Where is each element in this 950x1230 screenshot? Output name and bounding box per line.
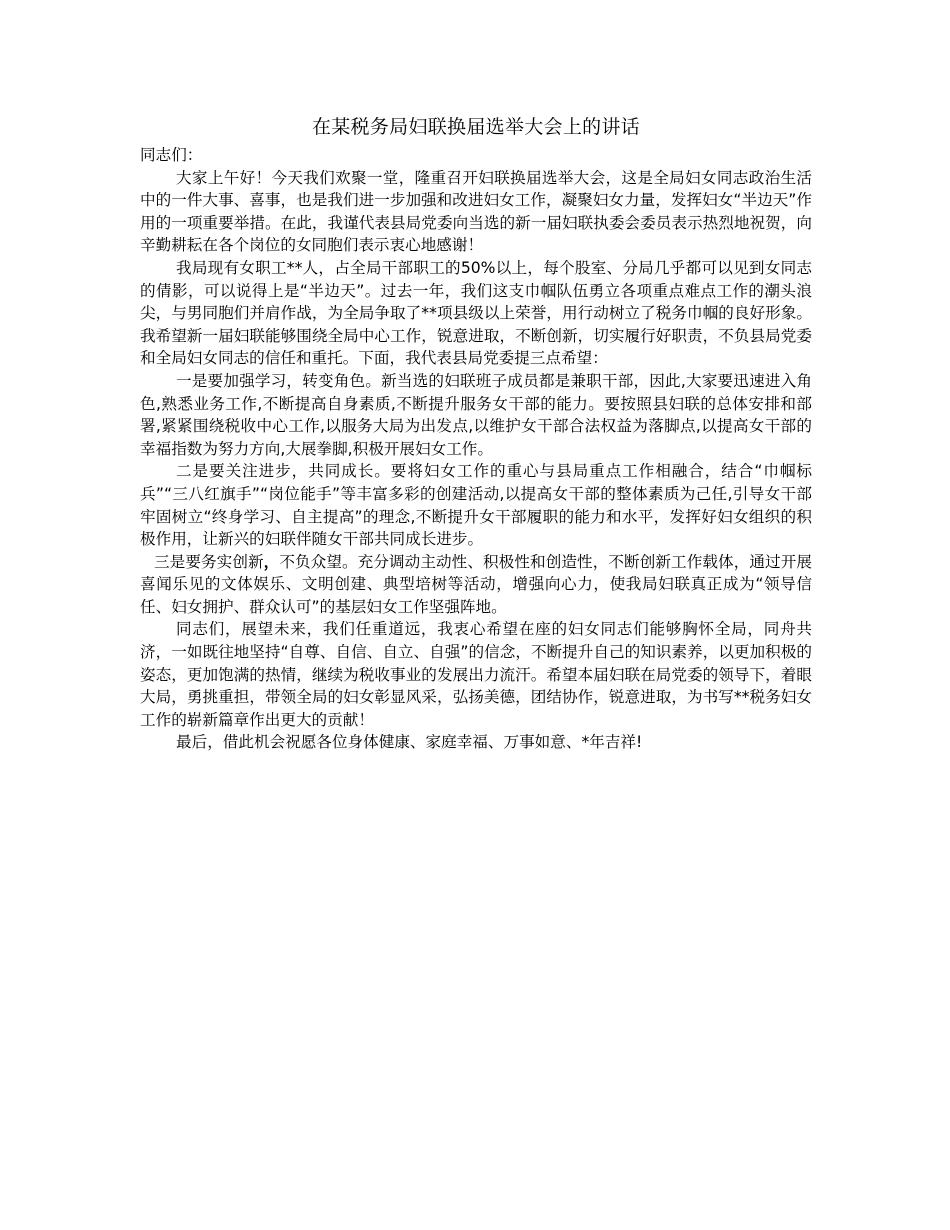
hope-three-rest: 不负众望。充分调动主动性、积极性和创造性，不断创新工作载体，通过开展喜闻乐见的文体娱乐、文明创建、典型培树等活动，增强向心力，使我局妇联真正成为“领导信任、妇女拥护、群众认可”的基层妇女工作坚强阵地。 xyxy=(140,552,812,616)
document-title: 在某税务局妇联换届选举大会上的讲话 xyxy=(311,116,641,138)
paragraph-hope-two: 二是要关注进步，共同成长。要将妇女工作的重心与县局重点工作相融合，结合“巾帼标兵”“三八红旗手”“岗位能手”等丰富多彩的创建活动,以提高女干部的整体素质为己任,引导女干部牢固树立“终身学习、自主提高”的理念,不断提升女干部履职的能力和水平，发挥好妇女组织的积极作用，让新兴的妇联伴随女干部共同成长进步。 xyxy=(140,462,812,549)
salutation: 同志们： xyxy=(140,146,203,164)
paragraph-outlook: 同志们，展望未来，我们任重道远，我衷心希望在座的妇女同志们能够胸怀全局，同舟共济，一如既往地坚持“自尊、自信、自立、自强”的信念，不断提升自己的知识素养，以更加积极的姿态，更加饱满的热情，继续为税收事业的发展出力流汗。希望本届妇联在局党委的领导下，着眼大局，勇挑重担，带领全局的妇女彰显风采，弘扬美德，团结协作，锐意进取，为书写**税务妇女工作的崭新篇章作出更大的贡献！ xyxy=(140,620,812,729)
paragraph-overview: 我局现有女职工**人，占全局干部职工的50%以上，每个股室、分局几乎都可以见到女同志的倩影，可以说得上是“半边天”。过去一年，我们这支巾帼队伍勇立各项重点难点工作的潮头浪尖，与男同胞们并肩作战，为全局争取了**项县级以上荣誉，用行动树立了税务巾帼的良好形象。我希望新一届妇联能够围绕全局中心工作，锐意进取，不断创新，切实履行好职责，不负县局党委和全局妇女同志的信任和重托。下面，我代表县局党委提三点希望： xyxy=(140,258,812,368)
document-page xyxy=(140,114,812,754)
hope-three-comma: ， xyxy=(263,552,280,571)
paragraph-wishes: 最后，借此机会祝愿各位身体健康、家庭幸福、万事如意、*年吉祥! xyxy=(176,733,643,752)
paragraph-hope-three xyxy=(140,551,812,619)
paragraph-hope-one: 一是要加强学习，转变角色。新当选的妇联班子成员都是兼职干部，因此,大家要迅速进入角色,熟悉业务工作,不断提高自身素质,不断提升服务女干部的能力。要按照县妇联的总体安排和部署,紧紧围绕税收中心工作,以服务大局为出发点,以维护女干部合法权益为落脚点,以提高女干部的幸福指数为努力方向,大展拳脚,积极开展妇女工作。 xyxy=(140,371,812,458)
hope-three-lead: 三是要务实创新 xyxy=(154,552,264,571)
paragraph-greeting: 大家上午好！今天我们欢聚一堂，隆重召开妇联换届选举大会，这是全局妇女同志政治生活中的一件大事、喜事，也是我们进一步加强和改进妇女工作，凝聚妇女力量，发挥妇女“半边天”作用的一项重要举措。在此，我谨代表县局党委向当选的新一届妇联执委会委员表示热烈地祝贺，向辛勤耕耘在各个岗位的女同胞们表示衷心地感谢！ xyxy=(140,168,812,255)
